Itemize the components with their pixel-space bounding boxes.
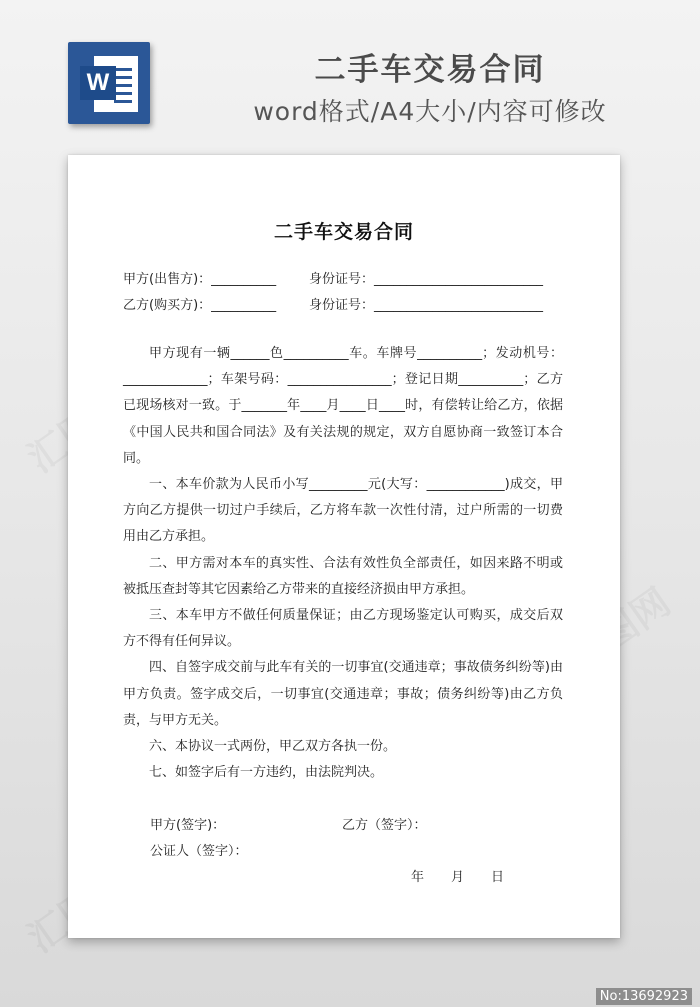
party-b-signature: 乙方（签字）： <box>342 818 427 833</box>
party-a-signature: 甲方(签字)： <box>150 818 226 833</box>
date-month: 月 <box>451 870 465 885</box>
document-page <box>68 155 620 938</box>
contract-body <box>123 341 563 786</box>
party-b-id-number: 身份证号：__________________________ <box>309 298 544 313</box>
word-badge: W <box>80 66 116 100</box>
contract-clause: 二、甲方需对本车的真实性、合法有效性负全部责任，如因来路不明或被抵压查封等其它因素给乙方带来的直接经济损由甲方承担。 <box>123 555 563 597</box>
party-a-seller: 甲方(出售方)：__________ <box>123 272 277 287</box>
contract-clause: 一、本车价款为人民币小写_________元(大写：____________)成交，甲方向乙方提供一切过户手续后，乙方将车款一次性付清，过户所需的一切费用由乙方承担。 <box>123 477 563 545</box>
contract-clause: 六、本协议一式两份，甲乙双方各执一份。 <box>149 739 397 755</box>
header-subtitle: word格式/A4大小/内容可修改 <box>253 97 607 126</box>
word-icon <box>68 42 150 124</box>
contract-clause: 四、自签字成交前与此车有关的一切事宜(交通违章；事故债务纠纷等)由甲方负责。签字成交后，一切事宜(交通违章；事故；债务纠纷等)由乙方负责，与甲方无关。 <box>123 660 563 728</box>
header-title: 二手车交易合同 <box>314 52 546 88</box>
notary-signature: 公证人（签字）： <box>150 844 248 859</box>
date-day: 日 <box>491 870 505 885</box>
stock-number: No:13692923 <box>596 988 692 1005</box>
contract-clause: 七、如签字后有一方违约，由法院判决。 <box>149 765 384 781</box>
date-year: 年 <box>411 870 425 885</box>
contract-clause: 三、本车甲方不做任何质量保证；由乙方现场鉴定认可购买，成交后双方不得有任何异议。 <box>123 608 563 650</box>
party-b-buyer: 乙方(购买方)：__________ <box>123 298 277 313</box>
party-a-id-number: 身份证号：__________________________ <box>309 272 544 287</box>
contract-title: 二手车交易合同 <box>273 221 414 243</box>
contract-paragraph: 甲方现有一辆______色__________车。车牌号__________；发动机号：_____________；车架号码：________________；登记日期__________；乙方已现场核对一致。于_______年____月____日____时，有偿转让给乙方，依据《中国人民共和国合同法》及有关法规的规定，双方自愿协商一致签订本合同。 <box>123 346 563 466</box>
